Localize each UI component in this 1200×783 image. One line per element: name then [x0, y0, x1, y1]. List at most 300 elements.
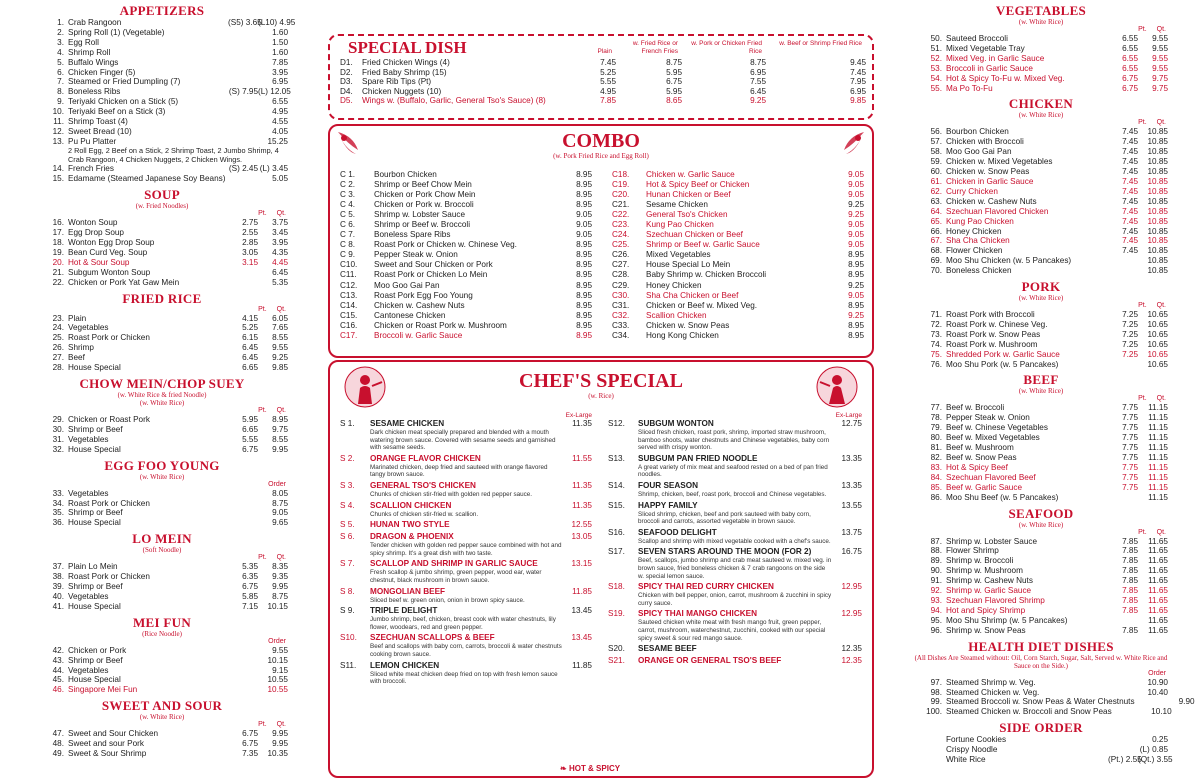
combo-item[interactable]	[340, 331, 592, 341]
item-number: D3.	[340, 77, 353, 87]
menu-item[interactable]	[36, 248, 288, 258]
vegetables-section	[914, 4, 1168, 93]
combo-item[interactable]	[612, 240, 864, 250]
item-price-small: 6.75	[242, 582, 258, 592]
item-price-small: 5.95	[242, 414, 258, 424]
item-price-small	[1108, 493, 1138, 503]
chef-special-item[interactable]	[340, 587, 592, 605]
item-number: S21.	[608, 656, 625, 666]
item-price: 7.45	[850, 67, 866, 77]
menu-item[interactable]	[36, 97, 288, 107]
item-number: C34.	[612, 330, 630, 340]
menu-item[interactable]	[914, 360, 1168, 370]
combo-item[interactable]	[340, 260, 592, 270]
combo-item[interactable]	[340, 220, 592, 230]
menu-item[interactable]	[36, 435, 288, 445]
menu-item[interactable]	[36, 268, 288, 278]
menu-item[interactable]	[914, 207, 1168, 217]
combo-item[interactable]	[340, 270, 592, 280]
menu-item[interactable]	[36, 363, 288, 373]
item-name: MONGOLIAN BEEF	[370, 586, 446, 596]
item-price-small	[228, 97, 258, 107]
item-price: 9.05	[576, 230, 592, 240]
menu-item[interactable]	[36, 174, 288, 184]
item-number: 8.	[57, 87, 64, 97]
item-price-small: 5.35	[242, 562, 258, 572]
item-name: Roast Pork w. Chinese Veg.	[946, 319, 1048, 329]
item-name: Beef w. Chinese Vegetables	[946, 423, 1048, 433]
item-name: Boneless Ribs	[68, 87, 121, 97]
menu-item[interactable]	[914, 586, 1168, 596]
item-price-large: (L) 3.45	[259, 164, 288, 174]
menu-item[interactable]	[36, 415, 288, 425]
item-number: 57.	[930, 137, 942, 147]
menu-item[interactable]	[36, 499, 288, 509]
chef-special-item[interactable]	[340, 501, 592, 519]
item-price-small	[228, 518, 258, 528]
item-price-large: 9.05	[272, 508, 288, 518]
menu-item[interactable]	[914, 137, 1168, 147]
item-price-large: 11.65	[1148, 576, 1168, 586]
item-name: Crab Rangoon	[68, 18, 122, 27]
item-price-large: 8.55	[272, 434, 288, 444]
item-price-small: (Pt.) 2.55	[1108, 755, 1142, 765]
combo-item[interactable]	[612, 230, 864, 240]
item-number: 94.	[930, 605, 942, 615]
item-price-large: 9.75	[1152, 73, 1168, 83]
item-price-small	[228, 489, 258, 499]
menu-item[interactable]	[914, 566, 1168, 576]
item-number: C10.	[340, 260, 358, 270]
combo-item[interactable]	[612, 291, 864, 301]
chow-mein-title: CHOW MEIN/CHOP SUEY	[79, 375, 245, 391]
item-number: 47.	[52, 729, 64, 739]
item-price: 12.95	[841, 609, 862, 619]
menu-item[interactable]	[36, 38, 288, 48]
menu-item[interactable]	[36, 314, 288, 324]
combo-item[interactable]	[612, 190, 864, 200]
header-quart: Qt.	[276, 406, 286, 414]
menu-item[interactable]	[36, 127, 288, 137]
special-dish-item[interactable]	[340, 68, 866, 78]
chef-special-item[interactable]	[608, 481, 862, 499]
item-price-small: 6.55	[1122, 43, 1138, 53]
chef-special-item[interactable]	[608, 454, 862, 479]
combo-item[interactable]	[340, 210, 592, 220]
menu-item[interactable]	[914, 266, 1168, 276]
item-number: C24.	[612, 230, 630, 240]
item-name: Shrimp w. Lobster Sauce	[946, 536, 1038, 546]
item-name: Hunan Chicken or Beef	[646, 190, 731, 200]
item-number: 11.	[53, 117, 64, 127]
menu-item[interactable]	[36, 58, 288, 68]
chef-special-item[interactable]	[608, 528, 862, 546]
item-name: Chicken or Pork	[68, 645, 127, 655]
menu-item[interactable]	[36, 582, 288, 592]
item-name: Vegetables	[68, 323, 109, 333]
item-number: 1.	[57, 18, 64, 27]
menu-item[interactable]	[36, 749, 288, 759]
item-price-large: (L10) 4.95	[258, 18, 296, 27]
menu-item[interactable]	[36, 729, 288, 739]
menu-item[interactable]	[914, 84, 1168, 94]
chef-special-item[interactable]	[608, 656, 862, 666]
menu-item[interactable]	[914, 147, 1168, 157]
menu-item[interactable]	[914, 483, 1168, 493]
item-number: 61.	[930, 176, 942, 186]
chef-special-item[interactable]	[608, 547, 862, 580]
item-name: Roast Pork with Broccoli	[946, 310, 1035, 320]
menu-item[interactable]	[914, 596, 1168, 606]
menu-item[interactable]	[914, 735, 1168, 745]
combo-item[interactable]	[340, 301, 592, 311]
chef-special-item[interactable]	[340, 606, 592, 631]
item-number: S 9.	[340, 606, 355, 616]
item-price: 9.05	[848, 180, 864, 190]
item-price-small: 7.45	[1122, 157, 1138, 167]
item-price: 6.95	[850, 86, 866, 96]
item-price-large: 9.55	[1152, 34, 1168, 43]
menu-item[interactable]	[914, 433, 1168, 443]
chef-special-item[interactable]	[340, 633, 592, 658]
item-name: Flower Shrimp	[946, 546, 999, 556]
chef-special-item[interactable]	[340, 454, 592, 479]
menu-item[interactable]	[914, 755, 1173, 765]
item-name: GENERAL TSO'S CHICKEN	[370, 480, 476, 490]
left-column	[36, 0, 296, 759]
menu-item[interactable]	[914, 350, 1168, 360]
item-number: 25.	[52, 333, 64, 343]
item-price: 8.95	[576, 320, 592, 330]
item-number: S 4.	[340, 500, 355, 510]
menu-item[interactable]	[914, 493, 1168, 503]
combo-item[interactable]	[612, 210, 864, 220]
combo-item[interactable]	[612, 260, 864, 270]
pork-subtitle: (w. White Rice)	[1018, 294, 1064, 303]
menu-item[interactable]	[914, 64, 1168, 74]
chef-special-item[interactable]	[608, 582, 862, 607]
chef-special-item[interactable]	[340, 559, 592, 584]
item-number: 13.	[52, 136, 64, 146]
side-order-title: SIDE ORDER	[999, 720, 1083, 736]
special-dish-item[interactable]	[340, 87, 866, 97]
item-name: Shrimp w. Snow Peas	[946, 625, 1026, 635]
item-price-large: 9.35	[272, 572, 288, 582]
menu-item[interactable]	[36, 646, 288, 656]
combo-item[interactable]	[340, 170, 592, 180]
menu-item[interactable]	[36, 18, 296, 28]
item-price: 8.95	[576, 260, 592, 270]
item-name: Shrimp or Beef Chow Mein	[374, 180, 472, 190]
chefs-special-title: CHEF'S SPECIAL	[519, 370, 683, 392]
chef-special-item[interactable]	[608, 501, 862, 526]
menu-item[interactable]	[914, 546, 1168, 556]
menu-item[interactable]	[914, 167, 1168, 177]
item-price-small	[1108, 360, 1138, 370]
item-name: Pu Pu Platter	[68, 136, 117, 146]
menu-item[interactable]	[914, 320, 1168, 330]
menu-item[interactable]	[36, 445, 288, 455]
item-name: SEVEN STARS AROUND THE MOON (FOR 2)	[638, 547, 812, 557]
menu-item[interactable]	[36, 164, 288, 174]
item-price-small: 7.85	[1122, 566, 1138, 576]
special-dish-item[interactable]	[340, 58, 866, 68]
chef-special-item[interactable]	[608, 644, 862, 654]
combo-item[interactable]	[340, 291, 592, 301]
chef-special-item[interactable]	[340, 520, 592, 530]
item-number: 40.	[52, 591, 64, 601]
item-number: 3.	[57, 37, 64, 47]
menu-item[interactable]	[914, 423, 1168, 433]
menu-item[interactable]	[36, 602, 288, 612]
item-number: 7.	[57, 77, 64, 87]
combo-item[interactable]	[612, 170, 864, 180]
item-number: S12.	[608, 419, 625, 428]
menu-item[interactable]	[36, 333, 288, 343]
item-price-large: 11.65	[1148, 546, 1168, 556]
menu-item[interactable]	[914, 330, 1168, 340]
combo-item[interactable]	[612, 250, 864, 260]
item-price-small: 6.55	[1122, 63, 1138, 73]
chef-special-item[interactable]	[608, 419, 862, 452]
menu-item[interactable]	[36, 666, 288, 676]
soup-price-headers	[36, 210, 288, 218]
item-name: Wonton Soup	[68, 218, 118, 228]
health-subtitle: (All Dishes Are Steamed without: Oil, Corn Starch, Sugar, Salt, Served w. White Rice and Sauce on the Side.)	[914, 653, 1168, 670]
combo-item[interactable]	[612, 220, 864, 230]
item-name: Steamed Broccoli w. Snow Peas & Water Chestnuts	[946, 697, 1135, 707]
menu-item[interactable]	[36, 685, 288, 695]
menu-item[interactable]	[36, 343, 288, 353]
item-name: Steamed or Fried Dumpling (7)	[68, 77, 181, 87]
menu-item[interactable]	[914, 745, 1168, 755]
combo-item[interactable]	[340, 200, 592, 210]
item-name: Shrimp w. Lobster Sauce	[374, 210, 466, 220]
menu-item[interactable]	[914, 678, 1168, 688]
item-price-large: 10.55	[267, 675, 288, 685]
menu-item[interactable]	[914, 403, 1168, 413]
menu-item[interactable]	[914, 340, 1168, 350]
combo-item[interactable]	[340, 240, 592, 250]
item-description: Dark chicken meat specially prepared and blended with a mouth watering brown sauce. Covered with sesame seeds and garnished with sesame seeds.	[370, 429, 556, 452]
item-name: Bean Curd Veg. Soup	[68, 247, 148, 257]
combo-item[interactable]	[340, 311, 592, 321]
item-number: 22.	[52, 277, 64, 287]
menu-item[interactable]	[36, 323, 288, 333]
chef-special-item[interactable]	[340, 419, 592, 452]
menu-item[interactable]	[36, 489, 288, 499]
item-price-small: 7.75	[1122, 433, 1138, 443]
menu-item[interactable]	[914, 707, 1172, 717]
menu-item[interactable]	[914, 463, 1168, 473]
item-number: 42.	[52, 645, 64, 655]
chef-special-item[interactable]	[340, 481, 592, 499]
chef-special-item[interactable]	[340, 661, 592, 686]
menu-item[interactable]	[36, 228, 288, 238]
item-number: 23.	[52, 313, 64, 323]
menu-item[interactable]	[914, 537, 1168, 547]
combo-item[interactable]	[612, 311, 864, 321]
item-name: Chicken w. Cashew Nuts	[374, 300, 465, 310]
combo-item[interactable]	[612, 180, 864, 190]
item-number: 32.	[52, 444, 64, 454]
item-price-small: 7.45	[1122, 137, 1138, 147]
mei-fun-subtitle: (Rice Noodle)	[142, 629, 182, 638]
item-price-large: 9.95	[272, 729, 288, 739]
item-price-large: (L) 0.85	[1139, 745, 1168, 755]
menu-item[interactable]	[36, 87, 291, 97]
menu-item[interactable]	[914, 187, 1168, 197]
item-price-small: 2.55	[242, 228, 258, 238]
menu-item[interactable]	[914, 246, 1168, 256]
item-name: Shrimp w. Cashew Nuts	[946, 576, 1033, 586]
pork-section	[914, 280, 1168, 369]
item-number: 55.	[930, 83, 942, 93]
item-price-large: 1.60	[272, 27, 288, 37]
menu-item[interactable]	[914, 453, 1168, 463]
chef-special-item[interactable]	[340, 532, 592, 557]
menu-item[interactable]	[36, 107, 288, 117]
menu-item[interactable]	[914, 413, 1168, 423]
combo-item[interactable]	[340, 190, 592, 200]
item-name: Kung Pao Chicken	[946, 216, 1014, 226]
item-name: Shrimp	[68, 343, 94, 353]
menu-item[interactable]	[36, 68, 288, 78]
item-price: 12.75	[841, 419, 862, 428]
menu-item[interactable]	[36, 48, 288, 58]
menu-item[interactable]	[36, 258, 288, 268]
menu-item[interactable]	[914, 473, 1168, 483]
combo-item[interactable]	[340, 230, 592, 240]
menu-item[interactable]	[36, 353, 288, 363]
item-number: C 7.	[340, 230, 356, 240]
special-dish-item[interactable]	[340, 77, 866, 87]
item-price-small: 7.45	[1122, 246, 1138, 256]
combo-item[interactable]	[340, 250, 592, 260]
item-price-small	[1108, 678, 1138, 688]
item-number: C26.	[612, 250, 630, 260]
menu-item[interactable]	[914, 443, 1168, 453]
combo-item[interactable]	[612, 321, 864, 331]
menu-item[interactable]	[914, 44, 1168, 54]
item-name: Szechuan Flavored Beef	[946, 472, 1036, 482]
item-number: 16.	[52, 218, 64, 228]
menu-item[interactable]	[36, 656, 288, 666]
combo-item[interactable]	[612, 331, 864, 341]
menu-item[interactable]	[914, 697, 1195, 707]
egg-foo-young-title: EGG FOO YOUNG	[104, 457, 220, 473]
item-name: Chicken or Pork w. Broccoli	[374, 200, 474, 210]
item-number: 90.	[930, 566, 942, 576]
special-dish-item[interactable]	[340, 96, 866, 106]
menu-item[interactable]	[36, 425, 288, 435]
item-name: Steamed Chicken w. Veg.	[946, 687, 1040, 697]
menu-item[interactable]	[36, 278, 288, 288]
menu-item[interactable]	[36, 218, 288, 228]
menu-item[interactable]	[36, 28, 288, 38]
item-name: Teriyaki Beef on a Stick (3)	[68, 107, 166, 117]
combo-item[interactable]	[612, 281, 864, 291]
item-number: 4.	[57, 47, 64, 57]
menu-item[interactable]	[914, 310, 1168, 320]
item-description: Chunks of chicken stir-fried w. scallion.	[370, 510, 479, 518]
combo-item[interactable]	[340, 321, 592, 331]
item-price: 8.95	[848, 320, 864, 330]
item-number: 71.	[930, 310, 942, 320]
chef-special-head	[608, 481, 862, 491]
pork-price-headers	[914, 302, 1168, 310]
menu-item[interactable]	[914, 157, 1168, 167]
menu-item[interactable]	[914, 236, 1168, 246]
item-price-small: 3.15	[242, 257, 258, 267]
menu-item[interactable]	[914, 127, 1168, 137]
menu-item[interactable]	[914, 626, 1168, 636]
item-name: Buffalo Wings	[68, 57, 119, 67]
menu-item[interactable]	[914, 177, 1168, 187]
menu-item[interactable]	[36, 562, 288, 572]
menu-item[interactable]	[914, 556, 1168, 566]
menu-item[interactable]	[914, 616, 1168, 626]
appetizers-section	[36, 3, 296, 184]
menu-item[interactable]	[36, 572, 288, 582]
menu-item[interactable]	[914, 217, 1168, 227]
item-price: 5.55	[600, 77, 616, 87]
menu-item[interactable]	[914, 34, 1168, 44]
chef-special-item[interactable]	[608, 609, 862, 642]
item-number: C14.	[340, 300, 358, 310]
item-price: 12.35	[841, 656, 862, 666]
menu-item[interactable]	[36, 518, 288, 528]
menu-item[interactable]	[36, 508, 288, 518]
item-price-large: 11.15	[1148, 403, 1168, 413]
item-name: Mixed Vegetables	[646, 250, 711, 260]
item-name: Pepper Steak w. Onion	[374, 250, 458, 260]
item-price-large: 3.45	[272, 228, 288, 238]
item-number: 85.	[930, 482, 942, 492]
menu-item[interactable]	[36, 77, 288, 87]
item-name: Moo Shu Chicken (w. 5 Pancakes)	[946, 256, 1072, 266]
menu-item[interactable]	[36, 675, 288, 685]
item-name: SZECHUAN SCALLOPS & BEEF	[370, 633, 495, 643]
item-name: Beef w. Mushroom	[946, 443, 1014, 453]
item-name: House Special	[68, 675, 121, 685]
combo-item[interactable]	[612, 270, 864, 280]
combo-item[interactable]	[612, 200, 864, 210]
menu-item[interactable]	[914, 74, 1168, 84]
menu-item[interactable]	[36, 117, 288, 127]
menu-item[interactable]	[914, 606, 1168, 616]
menu-item[interactable]	[914, 197, 1168, 207]
menu-item[interactable]	[914, 576, 1168, 586]
item-number: S 2.	[340, 453, 355, 463]
menu-item[interactable]	[914, 688, 1168, 698]
menu-item[interactable]	[36, 238, 288, 248]
menu-item[interactable]	[914, 256, 1168, 266]
combo-item[interactable]	[340, 281, 592, 291]
menu-item[interactable]	[914, 227, 1168, 237]
item-price-small: 6.75	[242, 444, 258, 454]
item-number: D4.	[340, 86, 353, 96]
item-number: C29.	[612, 280, 630, 290]
menu-item[interactable]	[914, 54, 1168, 64]
item-name: SUBGUM PAN FRIED NOODLE	[638, 453, 758, 463]
item-price: 9.05	[848, 170, 864, 179]
item-price-large: (Qt.) 3.55	[1138, 755, 1173, 765]
combo-item[interactable]	[340, 180, 592, 190]
menu-item[interactable]	[36, 739, 288, 749]
menu-item[interactable]	[36, 592, 288, 602]
combo-item[interactable]	[612, 301, 864, 311]
